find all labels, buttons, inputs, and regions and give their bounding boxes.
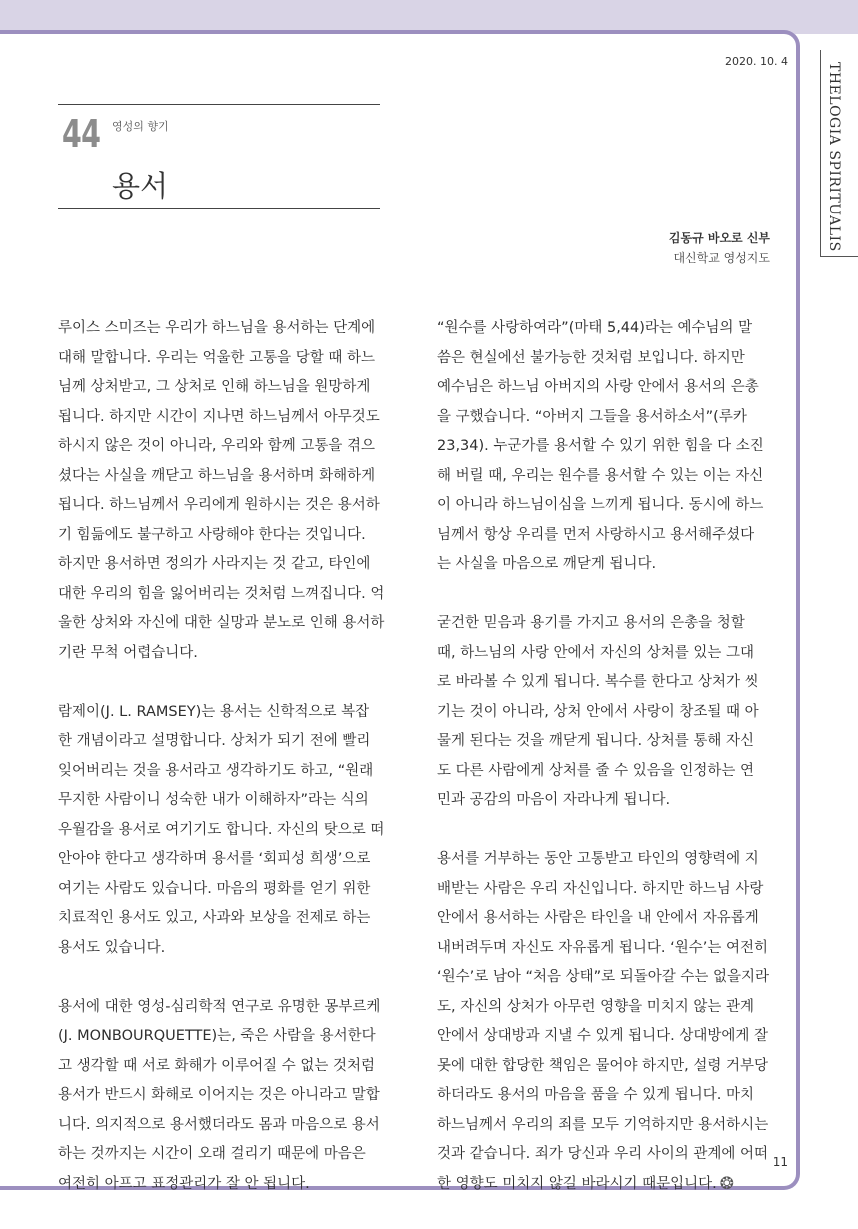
- side-vertical-rule: [820, 50, 821, 256]
- paragraph: 굳건한 믿음과 용기를 가지고 용서의 은총을 청할 때, 하느님의 사랑 안에서 자신의 상처를 있는 그대 로 바라볼 수 있게 됩니다. 복수를 한다고 상처가 씻 기는 것이 아니라, 상처 안에서 사랑이 창조될 때 아 물게 된다는 것을 깨닫게 됩니다. 상처를 통해 자신 도 다른 사람에게 상처를 줄 수 있음을 인정하는 연 민과 공감의 마음이 자라나게 됩니다.: [437, 615, 759, 808]
- column-name: 영성의 향기: [112, 120, 169, 133]
- top-color-band: [0, 0, 858, 34]
- paragraph: 루이스 스미즈는 우리가 하느님을 용서하는 단계에 대해 말합니다. 우리는 억울한 고통을 당할 때 하느 님께 상처받고, 그 상처로 인해 하느님을 원망하게 됩니다. 하지만 시간이 지나면 하느님께서 아무것도 하시지 않은 것이 아니라, 우리와 함께 고통을 겪으 셨다는 사실을 깨닫고 하느님을 용서하며 화해하게 됩니다. 하느님께서 우리에게 원하시는 것은 용서하 기 힘듦에도 불구하고 사랑해야 한다는 것입니다. 하지만 용서하면 정의가 사라지는 것 같고, 타인에 대한 우리의 힘을 잃어버리는 것처럼 느껴집니다. 억 울한 상처와 자신에 대한 실망과 분노로 인해 용서하 기란 무척 어렵습니다.: [58, 320, 385, 661]
- header-rule-bottom: [58, 208, 380, 209]
- side-running-title: THELOGIA SPIRITUALIS: [826, 62, 842, 252]
- paragraph-final: [437, 845, 771, 1199]
- paragraph-text: 용서를 거부하는 동안 고통받고 타인의 영향력에 지 배받는 사람은 우리 자신입니다. 하지만 하느님 사랑 안에서 용서하는 사람은 타인을 내 안에서 자유롭게 내버려두며 자신도 자유롭게 됩니다. ‘원수’는 여전히 ‘원수’로 남아 “처음 상태”로 되돌아갈 수는 없을지라 도, 자신의 상처가 아무런 영향을 미치지 않는 관계 안에서 상대방과 지낼 수 있게 됩니다. 상대방에게 잘 못에 대한 합당한 책임은 물어야 하지만, 설령 거부당 하더라도 용서의 마음을 품을 수 있게 됩니다. 마치 하느님께서 우리의 죄를 모두 기억하지만 용서하시는 것과 같습니다. 죄가 당신과 우리 사이의 관계에 어떠 한 영향도 미치지 않길 바라시기 때문입니다.: [437, 851, 770, 1192]
- side-horizontal-rule: [820, 256, 858, 257]
- issue-date: 2020. 10. 4: [725, 55, 788, 68]
- right-column: [437, 314, 771, 1229]
- paragraph: 람제이(J. L. RAMSEY)는 용서는 신학적으로 복잡 한 개념이라고 설명합니다. 상처가 되기 전에 빨리 잊어버리는 것을 용서라고 생각하기도 하고, “원래 무지한 사람이니 성숙한 내가 이해하자”라는 식의 우월감을 용서로 여기기도 합니다. 자신의 탓으로 떠 안아야 한다고 생각하며 용서를 ‘회피성 희생’으로 여기는 사람도 있습니다. 마음의 평화를 얻기 위한 치료적인 용서도 있고, 사과와 보상을 전제로 하는 용서도 있습니다.: [58, 703, 385, 956]
- paragraph: “원수를 사랑하여라”(마태 5,44)라는 예수님의 말 씀은 현실에선 불가능한 것처럼 보입니다. 하지만 예수님은 하느님 아버지의 사랑 안에서 용서의 은총 을 구했습니다. “아버지 그들을 용서하소서”(루카 23,34). 누군가를 용서할 수 있기 위한 힘을 다 소진 해 버릴 때, 우리는 원수를 용서할 수 있는 이는 자신 이 아니라 하느님이심을 느끼게 됩니다. 동시에 하느 님께서 항상 우리를 먼저 사랑하시고 용서해주셨다 는 사실을 마음으로 깨닫게 됩니다.: [437, 320, 764, 572]
- left-column: [58, 314, 392, 1229]
- author-block: [669, 229, 770, 266]
- header-rule-top: [58, 104, 380, 105]
- page-number: 11: [772, 1155, 788, 1169]
- end-mark-icon: ❂: [719, 1173, 735, 1194]
- author-name: 김동규 바오로 신부: [668, 231, 770, 245]
- issue-number: 44: [62, 112, 101, 156]
- article-title: 용서: [112, 169, 169, 203]
- author-affiliation: 대신학교 영성지도: [673, 251, 770, 265]
- paragraph: 용서에 대한 영성-심리학적 연구로 유명한 몽부르케 (J. MONBOURQUETTE)는, 죽은 사람을 용서한다 고 생각할 때 서로 화해가 이루어질 수 없는 것처럼 용서가 반드시 화해로 이어지는 것은 아니라고 말합 니다. 의지적으로 용서했더라도 몸과 마음으로 용서 하는 것까지는 시간이 오래 걸리기 때문에 마음은 여전히 아프고 표정관리가 잘 안 됩니다.: [58, 998, 381, 1192]
